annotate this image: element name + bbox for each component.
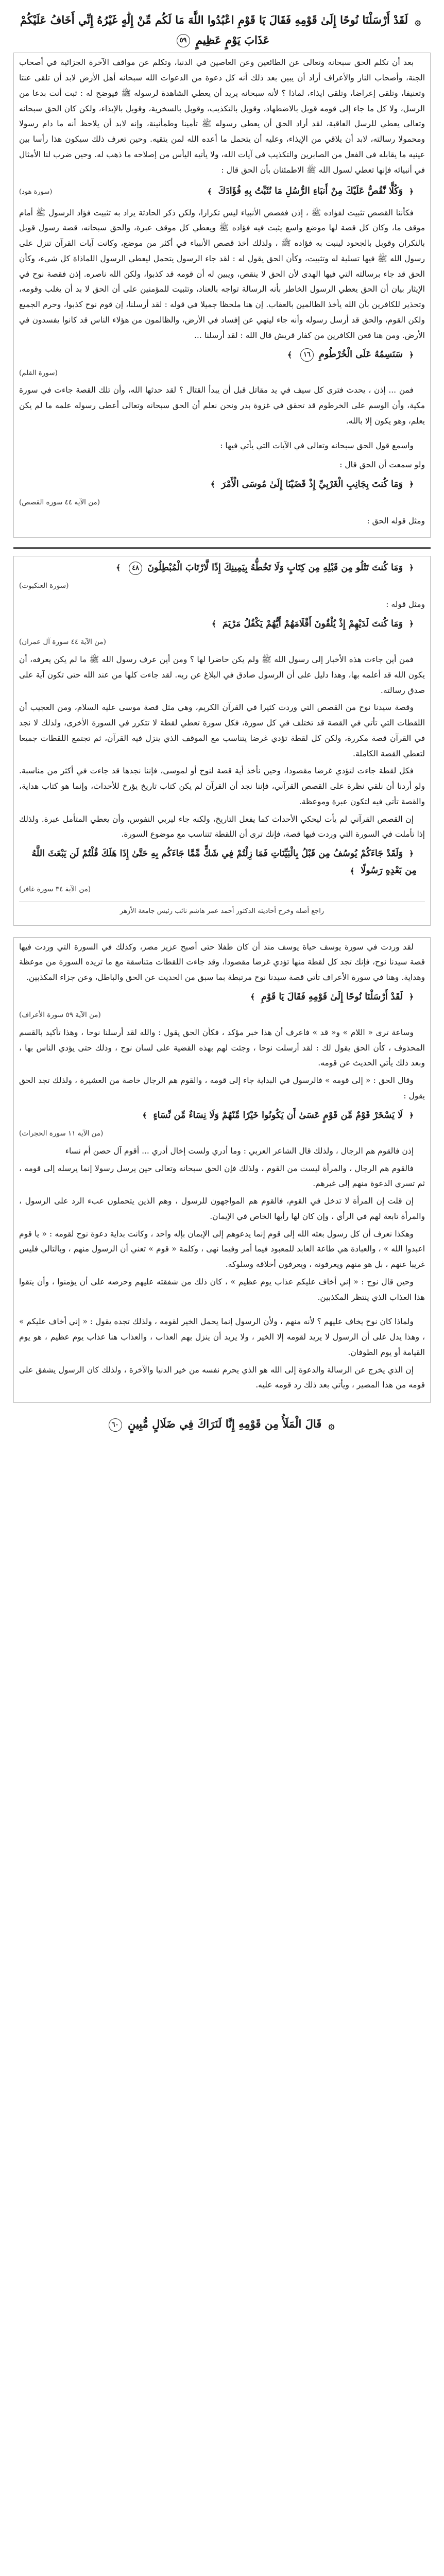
section-3: [13, 556, 431, 925]
section4-paragraph2: وساعة ترى « اللام » و« قد » فاعرف أن هذا خبر مؤكد ، فكأن الحق يقول : والله لقد أرسلنا نوحا ، وهذا تأكيد بالقسم المحذوف ، كأن الحق يقول لك : لقد أرسلت نوحا ، وجئت لهم بهذه القضية على لسان نوح ، وذلك حتى يؤدي الناس بها ، وبعد ذلك يأتي الحديث عن قومه.: [19, 1027, 425, 1068]
verse-start-ornament-icon: ۞: [328, 1418, 335, 1431]
header-verse: [13, 7, 431, 53]
quote-open-ornament-icon: ﴿: [409, 849, 414, 859]
section2-quote-ref: (من الآية ٤٤ سورة القصص): [19, 498, 100, 507]
section2-lead: ولو سمعت أن الحق قال :: [339, 460, 425, 470]
section2-intro: واسمع قول الحق سبحانه وتعالى في الآيات التي يأتي فيها :: [220, 440, 414, 450]
section1-quote1-text: وَكُلًّا نَّقُصُّ عَلَيْكَ مِنْ أَنبَاءِ الرُّسُلِ مَا نُثَبِّتُ بِهِ فُؤَادَكَ: [218, 186, 403, 197]
section4-quote: [19, 989, 425, 1006]
section4-quote2-ref: (من الآية ١١ سورة الحجرات): [19, 1129, 104, 1138]
header-ayah-number: ٥٩: [177, 34, 190, 47]
section2-quote-text: وَمَا كُنتَ بِجَانِبِ الْغَرْبِيِّ إِذْ قَضَيْنَا إِلَىٰ مُوسَى الْأَمْرَ: [221, 479, 403, 490]
section4-quote2: [19, 1107, 425, 1124]
section3-quote2-ref: (من الآية ٤٤ سورة آل عمران): [19, 638, 106, 647]
section1-paragraph: بعد أن تكلم الحق سبحانه وتعالى عن الطائعين وعن العاصين في الدنيا، وتكلم عن مواقف الآخرة الجزائية في أصحاب الجنة، وأصحاب النار والأعراف أراد أن يبين بعد ذلك أنه كل دعوة من الدعوات الله سبحانه أهل الأرض لابد أن تلقى عنتا وتعنيفا، وتلقى إعراضا، وتلقى ايذاء، لماذا ؟ لأنه سبحانه يريد أن يعطي الشاهدة لرسوله ﷺ فيوضح له : ثبت أنت بدعا من الرسل، ولا كل ما جاء إلى قومه قوبل بالاضطهاد، وقوبل بالتكذيب، وقوبل بالسخرية، وقوبل بالإيذاء، ولكن كان الحق سبحانه وتعالى يعطي للرسل العاقبة، لقد أراد الحق أن يعطي رسوله ﷺ تأمينا وطمأنينة، وإنه لابد أن يلاحظ أنه ما دام رسولا ومحمولا رسالته، لابد أن يلاقي من الإيذاء، وعليه أن يتحمل ما أعده الله لمن يتقيه. وحين تعرف ذلك سيكون هذا رأسا بين عينيه ما يقابله في الفعل من الصابرين والتكذيب في آيات الله، ولا يأتيه اليأس من إصلاحه ما ذهب له. وحين ضرب لنا الأمثال في أنبيائه فإنها تعطي لسول الله ﷺ الاطمئنان بأن الحق قال :: [19, 58, 425, 175]
quote-open-ornament-icon: ﴿: [409, 563, 414, 573]
section1-paragraph3: فمن ... إذن ، يحدث فترى كل سيف في يد مقاتل قبل أن يبدأ القتال ؟ لقد حدثها الله، وأن تلك القصة جاءت في سورة مكية، وأن الوسم على الخرطوم قد تحقق في غزوة بدر ونحن نعلم أن الحق سبحانه وتعالى أعطى رسوله علمه ما لم يكن يعلم، وهو يكون إلا بالله.: [19, 385, 425, 426]
section4-quote-text: لَقَدْ أَرْسَلْنَا نُوحًا إِلَىٰ قَوْمِهِ فَقَالَ يَا قَوْمِ: [261, 991, 403, 1002]
section2-tail: ومثل قوله الحق :: [367, 516, 425, 526]
section4-paragraph4: ولماذا كان نوح يخاف عليهم ؟ لأنه منهم ، ولأن الرسول إنما يحمل الخير لقومه ، ولذلك تجده يقول : « إني أخاف عليكم » ، وهذا يدل على أن الرسول لا يريد لقومه إلا الخير ، ولا يريد أن ينزل بهم العذاب ، والعذاب هنا عذاب يوم عظيم ، هو يوم القيامة أو يوم الطوفان.: [19, 1317, 425, 1357]
section4-paragraph3: وحين قال نوح : « إني أخاف عليكم عذاب يوم عظيم » ، كان ذلك من شفقته عليهم وحرصه على أن يؤمنوا ، وأن يتقوا هذا العذاب الذي ينتظر المكذبين.: [19, 1277, 425, 1302]
verse-start-ornament-icon: ۞: [415, 14, 421, 27]
section3-paragraph: فكل لقطة جاءت لتؤدي غرضا مقصودا، وحين نأخذ أية قصة لنوح أو لموسى، فإننا نجدها قد جاءت في أكثر من مناسبة. ولو أردنا أن نلقي نظرة على القصص القرآني، فإننا نجد أن القرآن لم يكن كتاب تاريخ يؤرخ للأحداث، وإنما هو كتاب هداية، والقصة تأتي فيه لتكون عبرة وموعظة.: [19, 766, 425, 806]
section3-lead: ومثل قوله :: [386, 600, 425, 609]
quote-close-ornament-icon: ﴾: [142, 1110, 147, 1120]
section4-quote-ref: (من الآية ٥٩ سورة الأعراف): [19, 1011, 101, 1020]
section4-paragraph3: فالقوم هم الرجال ، والمرأة ليست من القوم ، ولذلك فإن الحق سبحانه وتعالى حين يرسل رسولا إنما يرسله إلى قومه ، ثم تسري الدعوة منهم إلى غيرهم.: [19, 1163, 425, 1189]
quote-open-ornament-icon: ﴿: [409, 1110, 414, 1120]
quote-close-ornament-icon: ﴾: [211, 619, 216, 629]
quote-close-ornament-icon: ﴾: [250, 992, 255, 1002]
footnote: راجع أصله وخرج أحاديثه الدكتور أحمد عمر هاشم نائب رئيس جامعة الأزهر: [119, 907, 325, 915]
section1-quote2-text: سَنَسِمُهُ عَلَى الْخُرْطُومِ: [319, 349, 403, 360]
section4-paragraph4: إن الذي يخرج عن الرسالة والدعوة إلى الله هو الذي يحرم نفسه من خير الدنيا والآخرة ، ولذلك كان الرسول يشفق على قومه من هذا المصير ، ويأتي بعد ذلك رد قومه عليه.: [19, 1365, 425, 1390]
section1-paragraph2: فكأننا القصص تثبيت لفؤاده ﷺ ، إذن فقصص الأنبياء ليس تكرارا، ولكن ذكر الحادثة يراد به تثبيت فؤاد الرسول ﷺ أمام موقف ما، وكان كل قصة لها موضع واسع يثبت فيه فؤاده ﷺ ويعطي كل موقف عبرة، والحق سبحانه، قصة رسول قوبل بالنكران وقوبل بالجحود لينبت به فؤاده ﷺ ، ولذلك أخذ قصص الأنبياء في أكثر من موضع، وكانت آيات القرآن تنزل على رسول الله ﷺ فيها تسلية له وتثبيت، وكأن الحق يقول له : لقد جاء الرسول يتحمل ليعطي الرسول اللماذاة كل شيء، وكأن الحق قد جاء برسالته التي فيها الهدى لأن الحق لا ينقص، ويبين له أن قومه قد كذبوا، ولكن الله ناصره. إذن فقصة نوح في الإيثار بيان أن الحق يعطي الرسول الخاطر بأنه الرسالة تواجه بالعناد، وتثبيت للمؤمنين على أن الحق لا بد أن يغلب وقومه، وتحذير للكافرين بأن الله يأخذ الظالمين بالعقاب. إن هنا ملحظا جميلا في قوله : لقد أرسلنا، إن قوم نوح كذبوا، وحرم الجميع ولكن القوم، والحق قد أرسل رسوله وأنه جاء لينهي عن إفساد في الأرض، والظالمون من هؤلاء الناس قد كانوا يفسدون في الأرض. ومن هنا فعن الكافرين من كفار قريش قال الله : لقد أرسلنا ...: [19, 208, 425, 340]
section3-paragraph: وقصة سيدنا نوح من القصص التي وردت كثيرا في القرآن الكريم، وهي مثل قصة موسى عليه السلام، ومن العجيب أن اللقطات التي تأتي في القصة قد تختلف في كل سورة، فكل سورة تعطي لقطة لا تتكرر في السورة الأخرى، ولذلك لا نجد في القرآن قصة مكررة، ولكن كل لقطة تؤدي غرضا يتناسب مع الموقف الذي ينزل فيه القرآن، ثم تجتمع اللقطات جميعا لتعطي القصة الكاملة.: [19, 703, 425, 758]
section3-quote2: [19, 616, 425, 633]
page-divider: [13, 547, 431, 549]
footer-ayah-number: ٦٠: [109, 1418, 122, 1432]
section3-quote3-ref: (من الآية ٣٤ سورة غافر): [19, 885, 91, 893]
section1-quote1: [57, 183, 425, 200]
section2-quote: [19, 476, 425, 493]
quote-close-ornament-icon: ﴾: [350, 866, 355, 876]
section3-quote3: [19, 845, 425, 880]
section3-quote3-text: وَلَقَدْ جَاءَكُمْ يُوسُفُ مِن قَبْلُ بِالْبَيِّنَاتِ فَمَا زِلْتُمْ فِي شَكٍّ مِّمَّا جَاءَكُم بِهِ حَتَّىٰ إِذَا هَلَكَ قُلْتُمْ لَن يَبْعَثَ اللَّهُ مِن بَعْدِهِ رَسُولًا: [31, 849, 417, 876]
section1-quote2-ayah-number: ١٦: [300, 348, 314, 362]
section3-quote-text: وَمَا كُنتَ تَتْلُو مِن قَبْلِهِ مِن كِتَابٍ وَلَا تَخُطُّهُ بِيَمِينِكَ إِذًا لَّارْتَابَ الْمُبْطِلُونَ: [147, 563, 403, 573]
quote-open-ornament-icon: ﴿: [409, 350, 414, 360]
section4-paragraph3: وهكذا نعرف أن كل رسول بعثه الله إلى قوم إنما يدعوهم إلى الإيمان بإله واحد ، وكانت بداية دعوة نوح لقومه : « يا قوم اعبدوا الله » ، والعبادة هي طاعة العابد للمعبود فيما أمر وفيما نهى ، وكلمة « قوم » تعني أن الرسول منهم ، وبالتالي فليس غريبا عنهم ، بل هو منهم ويعرفونه ، ويعرفون أخلاقه وسلوكه.: [19, 1229, 425, 1269]
section-1: [13, 53, 431, 538]
quote-close-ornament-icon: ﴾: [207, 187, 212, 196]
header-verse-text: لَقَدْ أَرْسَلْنَا نُوحًا إِلَىٰ قَوْمِهِ فَقَالَ يَا قَوْمِ اعْبُدُوا اللَّهَ مَا لَكُم مِّنْ إِلَٰهٍ غَيْرُهُ إِنِّي أَخَافُ عَلَيْكُمْ عَذَابَ يَوْمٍ عَظِيمٍ: [20, 13, 408, 46]
quote-open-ornament-icon: ﴿: [409, 619, 414, 629]
quote-open-ornament-icon: ﴿: [409, 187, 414, 196]
section3-quote-ayah-number: ٤٨: [129, 562, 142, 575]
section3-paragraph: إن القصص القرآني لم يأت ليحكي الأحداث كما يفعل التاريخ، ولكنه جاء ليربي النفوس، وأن يعطي المتأمل عبرة. ولذلك إذا تأملت في السورة التي وردت فيها قصة، فإنك ترى أن اللقطة تتناسب مع موضوع السورة.: [19, 814, 425, 839]
section4-paragraph: لقد وردت في سورة يوسف حياة يوسف منذ أن كان طفلا حتى أصبح عزيز مصر، وكذلك في السورة التي وردت فيها قصة سيدنا نوح، فإنك تجد كل لقطة منها تؤدي غرضا مقصودا، وقد جاءت اللقطات متناسقة مع ما تريده السورة من موعظة وهداية. وهنا في سورة الأعراف تأتي قصة سيدنا نوح مرتبطة بما سبق من الحديث عن الحق والباطل، وعن جزاء المكذبين.: [19, 942, 425, 982]
quote-close-ornament-icon: ﴾: [287, 350, 292, 360]
section3-quote2-text: وَمَا كُنتَ لَدَيْهِمْ إِذْ يُلْقُونَ أَقْلَامَهُمْ أَيُّهُمْ يَكْفُلُ مَرْيَمَ: [222, 619, 403, 630]
section-4: [13, 937, 431, 1403]
section3-paragraph: فمن أين جاءت هذه الأخبار إلى رسول الله ﷺ ولم يكن حاضرا لها ؟ ومن أين عرف رسول الله ﷺ ما لم يكن يعرفه، أن يكون الله قد أعلمه بها، وهذا دليل على أن الرسول صادق في البلاغ عن ربه. لقد جاءت كلها من عند الله حتى تكون آية على صدق رسالته.: [19, 655, 425, 695]
section4-paragraph3: إذن فالقوم هم الرجال ، ولذلك قال الشاعر العربي : وما أدري ولست إخال أدري ... أقوم آل حصن أم نساء: [65, 1146, 414, 1156]
quote-open-ornament-icon: ﴿: [409, 480, 414, 489]
quote-open-ornament-icon: ﴿: [409, 992, 414, 1002]
section4-quote2-text: لَا يَسْخَرْ قَوْمٌ مِّن قَوْمٍ عَسَىٰ أَن يَكُونُوا خَيْرًا مِّنْهُمْ وَلَا نِسَاءٌ مِّن نِّسَاءٍ: [153, 1110, 403, 1121]
section4-paragraph3: إن قلت إن المرأة لا تدخل في القوم، فالقوم هم المواجهون للرسول ، وهم الذين يتحملون عبء الرد على الرسول ، والمرأة تابعة لهم في الرأي ، وإن كان لها رأيها الخاص في الإيمان.: [19, 1196, 425, 1221]
section1-quote1-ref: (سورة هود): [19, 188, 53, 196]
footer-verse-text: قَالَ الْمَلَأُ مِن قَوْمِهِ إِنَّا لَنَرَاكَ فِي ضَلَالٍ مُّبِينٍ: [127, 1417, 322, 1431]
footer-verse: [13, 1414, 431, 1434]
section4-paragraph2: وقال الحق : « إلى قومه » فالرسول في البداية جاء إلى قومه ، والقوم هم الرجال خاصة من العشيرة ، ولذلك تجد الحق يقول :: [19, 1076, 425, 1100]
quote-close-ornament-icon: ﴾: [116, 563, 121, 573]
section3-quote: [19, 560, 425, 577]
quote-close-ornament-icon: ﴾: [210, 480, 215, 489]
section1-quote1-row: [19, 180, 425, 203]
section1-quote2-ref: (سورة القلم): [19, 368, 58, 377]
section1-quote2: [19, 346, 425, 363]
section3-quote-ref: (سورة العنكبوت): [19, 582, 69, 590]
